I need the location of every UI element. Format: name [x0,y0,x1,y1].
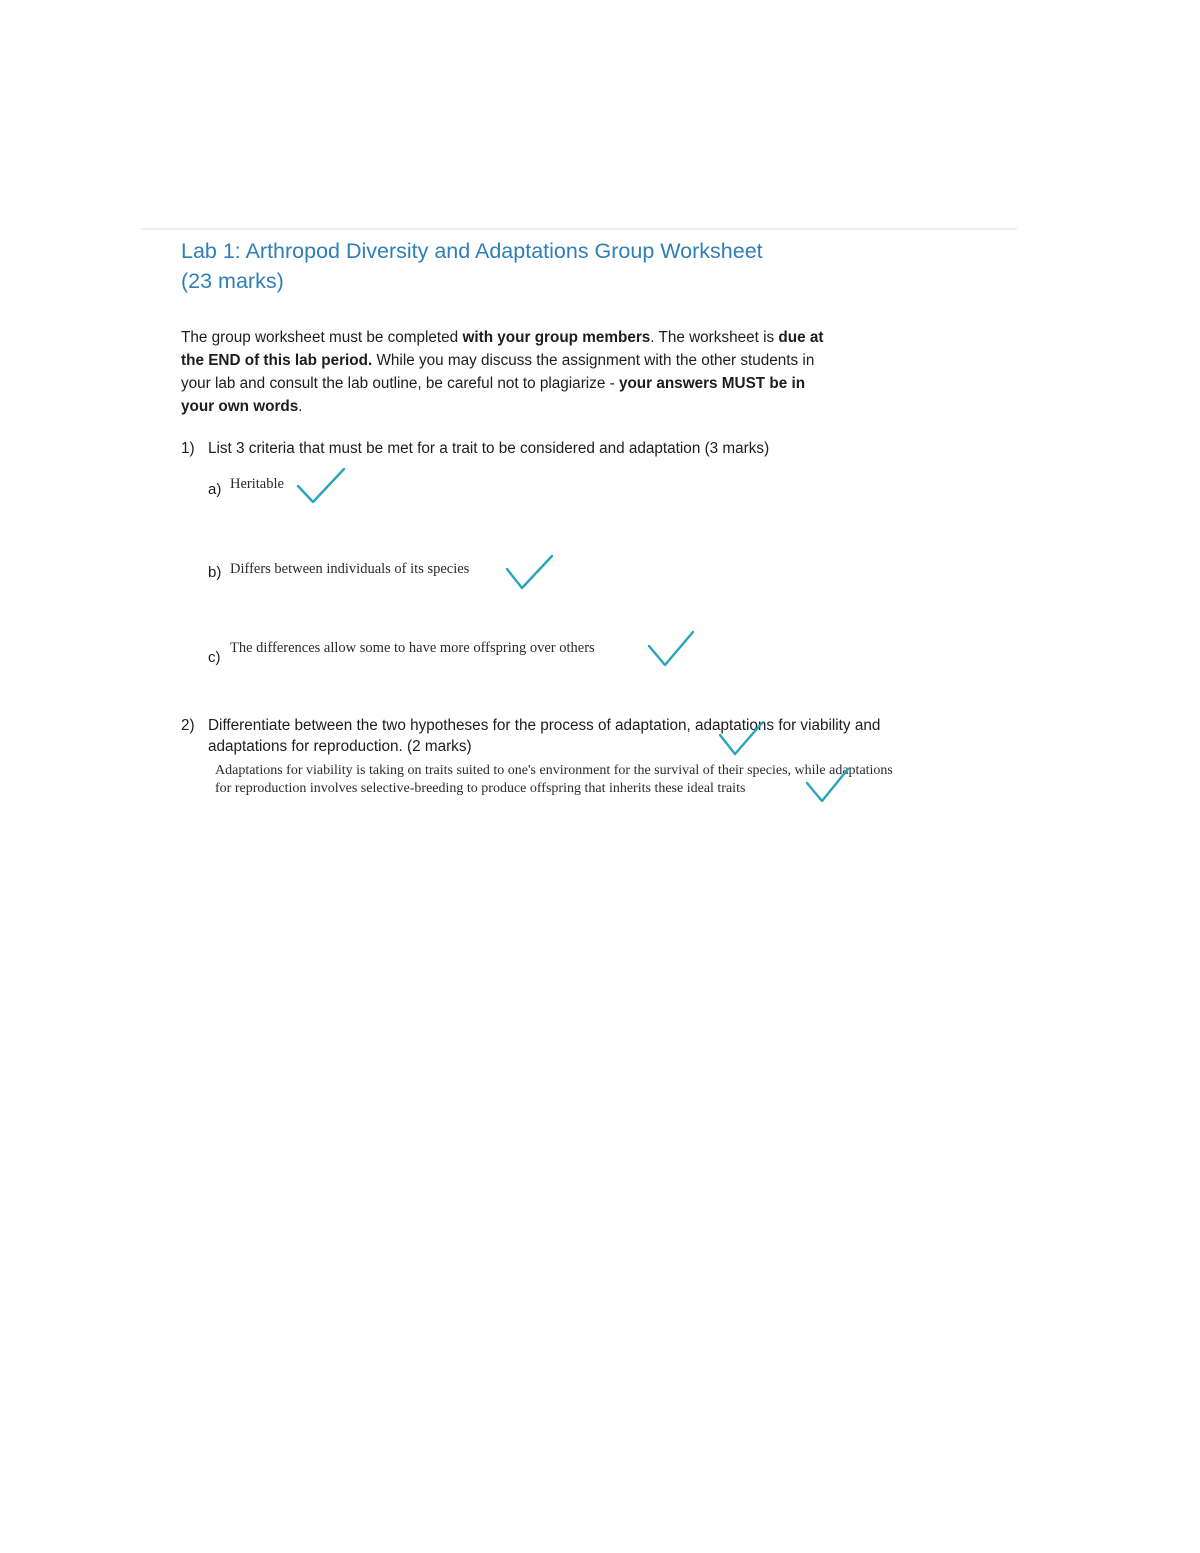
page-top-divider [141,228,1017,230]
answer-line-2: for reproduction involves selective-breeding to produce offspring that inherits these ideal traits [215,780,746,796]
intro-emphasis: your own words [181,398,299,415]
checkmark-icon [505,553,557,593]
intro-text: While you may discuss the assignment with the other students in [372,352,815,369]
intro-text: The group worksheet must be completed [181,329,463,346]
item-label-b: b) [208,564,222,581]
answer-b: Differs between individuals of its species [230,561,470,577]
answer-a: Heritable [230,476,284,492]
question-text: List 3 criteria that must be met for a trait to be considered and adaptation (3 marks) [208,440,770,457]
question-number: 2) [181,717,195,734]
question-number: 1) [181,440,195,457]
item-label-c: c) [208,649,221,666]
checkmark-icon [647,629,699,669]
intro-text: . [298,398,303,415]
question-text-continued: adaptations for reproduction. (2 marks) [208,738,472,755]
intro-text: . The worksheet is [650,329,779,346]
question-2 [181,715,880,757]
answer-c: The differences allow some to have more offspring over others [230,640,595,656]
title-line-1: Lab 1: Arthropod Diversity and Adaptations Group Worksheet [181,239,763,263]
checkmark-icon [296,466,348,506]
intro-emphasis: the END of this lab period. [181,352,373,369]
answer-line-1: Adaptations for viability is taking on traits suited to one's environment for the survival of their species, while adaptations [215,763,893,778]
title-line-2: (23 marks) [181,269,284,293]
instructions-paragraph [181,326,901,418]
intro-emphasis: your answers MUST be in [618,375,806,392]
question-1 [181,438,769,459]
question-text: Differentiate between the two hypotheses for the process of adaptation, adaptations for viability and [208,717,881,734]
item-label-a: a) [208,481,222,498]
checkmark-icon [717,720,767,758]
answer-q2 [215,762,893,797]
checkmark-icon [805,766,855,806]
intro-emphasis: due at [778,329,824,346]
worksheet-title [181,236,763,296]
intro-text: your lab and consult the lab outline, be careful not to plagiarize - [181,375,619,392]
intro-emphasis: with your group members [462,329,651,346]
